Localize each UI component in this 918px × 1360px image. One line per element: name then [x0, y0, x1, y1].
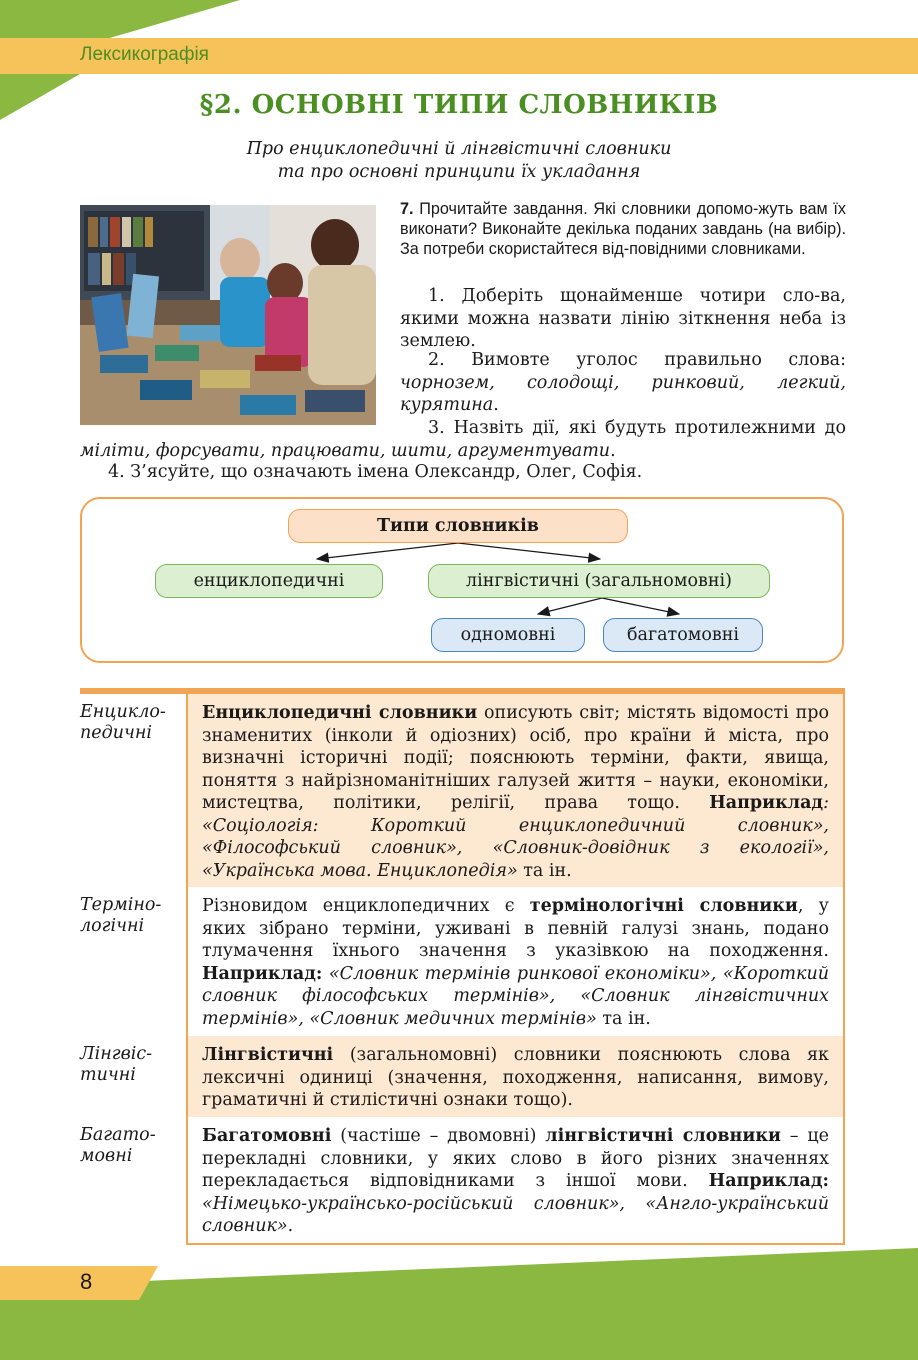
definition-multilingual	[186, 1117, 845, 1245]
task-item-2-words: чорнозем, солодощі, ринковий, легкий, курятина	[400, 372, 846, 415]
def-text-2: , у яких зібрано терміни, уживані в певній галузі знань, подано тлумачення їхнього значення з указівкою на походження.	[202, 896, 829, 961]
scheme-node-encyclopedic: енциклопедичні	[155, 564, 383, 598]
dictionary-types-scheme	[80, 497, 844, 663]
task-intro	[400, 199, 846, 259]
def-examples: : «Соціологія: Короткий енциклопедичний словник», «Філософський словник», «Словник-довідник з екології», «Українська мова. Енциклопедія»	[202, 793, 829, 881]
scheme-node-multilingual: багатомовні	[603, 618, 763, 652]
scheme-node-monolingual: одномовні	[431, 618, 585, 652]
footer-green-band	[0, 1248, 918, 1360]
task-intro-text: Прочитайте завдання. Які словники допомо-жуть вам їх виконати? Виконайте декілька поданих завдань (на вибір). За потреби скористайтеся від-повідними словниками.	[400, 200, 846, 258]
page-subtitle	[0, 138, 918, 184]
row-label-terminological: Терміно- логічні	[80, 895, 162, 936]
def-lead-2: лінгвістичні словники	[545, 1126, 781, 1146]
scheme-node-linguistic: лінгвістичні (загальномовні)	[428, 564, 770, 598]
task-number: 7.	[400, 200, 414, 218]
row-label-encyclopedic: Енцикло- педичні	[80, 702, 166, 743]
library-photo	[80, 205, 376, 425]
def-lead: Багатомовні	[202, 1126, 332, 1146]
subtitle-line-1: Про енциклопедичні й лінгвістичні словники	[246, 139, 672, 159]
page-title: §2. ОСНОВНІ ТИПИ СЛОВНИКІВ	[199, 90, 719, 120]
task-item-4: 4. З’ясуйте, що означають імена Олександр, Олег, Софія.	[108, 462, 643, 482]
def-text: описують світ; містять відомості про знаменитих (інколи й одіозних) осіб, про країни й міста, про визначні історичні події; пояснюють терміни, факти, явища, поняття з найрізноманітніших галузей життя – науки, економіки, мистецтва, політики, релігії, права тощо.	[202, 703, 829, 813]
def-examples: «Словник термінів ринкової економіки», «Короткий словник філософських термінів», «Словник лінгвістичних термінів», «Словник медичних термінів»	[202, 963, 829, 1029]
def-text: Різновидом енциклопедичних є	[202, 896, 530, 916]
section-label: Лексикографія	[80, 44, 209, 65]
def-example-label: Наприклад	[709, 793, 824, 813]
scheme-node-types: Типи словників	[288, 509, 628, 543]
subtitle-line-2: та про основні принципи їх укладання	[277, 162, 641, 182]
def-lead: Енциклопедичні словники	[202, 703, 478, 723]
task-item-3: 3. Назвіть дії, які будуть протилежними до міліти, форсувати, працювати, шити, аргументувати.	[80, 418, 846, 461]
page-number: 8	[80, 1269, 93, 1294]
task-item-3-words: міліти, форсувати, працювати, шити, аргументувати	[80, 440, 611, 461]
def-example-label: Наприклад:	[202, 963, 323, 984]
row-label-linguistic: Лінгвіс- тичні	[80, 1044, 153, 1085]
def-lead: Лінгвістичні	[202, 1045, 334, 1065]
def-text-2: – це перекладні словники, у яких слово в його різних значеннях перекладається відповідниками з іншої мови.	[202, 1126, 829, 1191]
def-text: (частіше – двомовні)	[331, 1126, 546, 1146]
def-tail: та ін.	[517, 860, 572, 881]
definition-encyclopedic	[186, 694, 845, 887]
task-item-2-lead: 2. Вимовте уголос правильно слова:	[428, 350, 846, 370]
task-item-3-lead: 3. Назвіть дії, які будуть протилежними до	[428, 418, 846, 438]
definition-terminological	[186, 887, 845, 1036]
task-item-1: 1. Доберіть щонайменше чотири сло-ва, якими можна назвати лінію зіткнення неба із землею.	[400, 286, 846, 351]
definition-linguistic	[186, 1036, 845, 1117]
footer-page-tab	[0, 1266, 158, 1300]
row-label-multilingual: Багато- мовні	[80, 1125, 156, 1166]
def-tail: та ін.	[596, 1008, 651, 1029]
def-example-label: Наприклад:	[708, 1171, 829, 1191]
def-text: (загальномовні) словники пояснюють слова як лексичні одиниці (значення, походження, написання, вимову, граматичні й стилістичні ознаки тощо).	[202, 1045, 829, 1110]
def-examples: «Німецько-українсько-російський словник», «Англо-український словник».	[202, 1193, 829, 1236]
task-item-2: 2. Вимовте уголос правильно слова: чорнозем, солодощі, ринковий, легкий, курятина.	[400, 350, 846, 415]
def-lead: термінологічні словники	[529, 896, 798, 916]
